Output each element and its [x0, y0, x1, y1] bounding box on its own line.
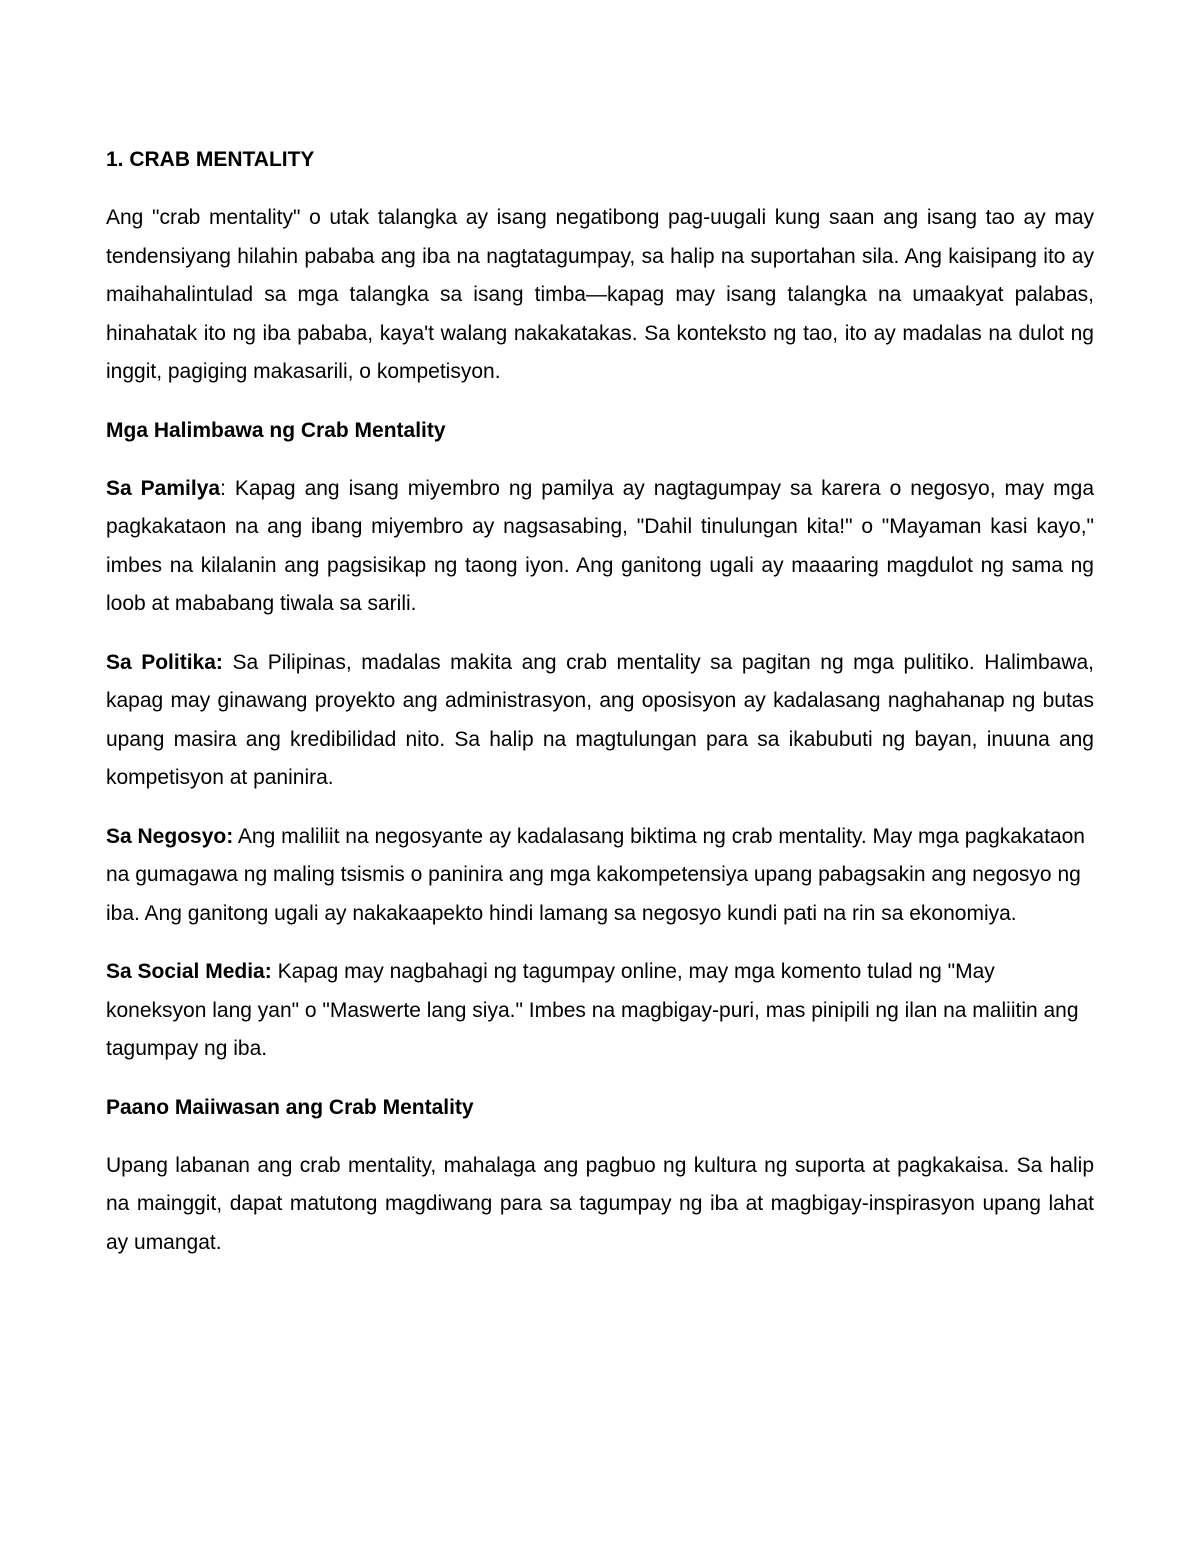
example-label: Sa Pamilya — [106, 476, 221, 500]
example-text: Kapag ang isang miyembro ng pamilya ay nagtagumpay sa karera o negosyo, may mga pagkakataon na ang ibang miyembro ay nagsasabing, "Dahil tinulungan kita!" o "Mayaman kasi kayo," imbes na kilalanin ang pagsisikap ng taong iyon. Ang ganitong ugali ay maaaring magdulot ng sama ng loob at mababang tiwala sa sarili. — [106, 476, 1095, 615]
example-label: Sa Social Media: — [106, 960, 272, 983]
avoid-paragraph: Upang labanan ang crab mentality, mahalaga ang pagbuo ng kultura ng suporta at pagkakaisa. Sa halip na mainggit, dapat matutong magdiwang para sa tagumpay ng iba at magbigay-inspirasyon upang lahat ay umangat. — [106, 1153, 1094, 1254]
example-separator: : — [220, 476, 235, 500]
document-title: 1. CRAB MENTALITY — [106, 148, 315, 171]
example-paragraph-social-media — [106, 953, 1094, 1069]
intro-paragraph: Ang "crab mentality" o utak talangka ay isang negatibong pag-uugali kung saan ang isang tao ay may tendensiyang hilahin pababa ang iba na nagtatagumpay, sa halip na suportahan sila. Ang kaisipang ito ay maihahalintulad sa mga talangka sa isang timba—kapag may isang talangka na umaakyat palabas, hinahatak ito ng iba pababa, kaya't walang nakakatakas. Sa konteksto ng tao, ito ay madalas na dulot ng inggit, pagiging makasarili, o kompetisyon. — [106, 206, 1094, 383]
example-label: Sa Politika: — [106, 650, 223, 674]
example-text: Sa Pilipinas, madalas makita ang crab mentality sa pagitan ng mga pulitiko. Halimbawa, kapag may ginawang proyekto ang administrasyon, ang oposisyon ay kadalasang naghahanap ng butas upang masira ang kredibilidad nito. Sa halip na magtulungan para sa ikabubuti ng bayan, inuuna ang kompetisyon at paninira. — [106, 650, 1095, 789]
example-paragraph-negosyo — [106, 818, 1094, 934]
document-body — [106, 141, 1094, 1282]
example-paragraph-politika — [106, 644, 1094, 798]
example-text: Kapag may nagbahagi ng tagumpay online, may mga komento tulad ng "May koneksyon lang yan" o "Maswerte lang siya." Imbes na magbigay-puri, mas pinipili ng ilan na maliitin ang tagumpay ng iba. — [106, 960, 1079, 1060]
example-paragraph-pamilya — [106, 470, 1094, 624]
example-label: Sa Negosyo: — [106, 824, 234, 848]
examples-heading: Mga Halimbawa ng Crab Mentality — [106, 418, 446, 442]
avoid-heading: Paano Maiiwasan ang Crab Mentality — [106, 1095, 474, 1119]
example-text: Ang maliliit na negosyante ay kadalasang biktima ng crab mentality. May mga pagkakataon na gumagawa ng maling tsismis o paninira ang mga kakompetensiya upang pabagsakin ang negosyo ng iba. Ang ganitong ugali ay nakakaapekto hindi lamang sa negosyo kundi pati na rin sa ekonomiya. — [106, 824, 1085, 925]
